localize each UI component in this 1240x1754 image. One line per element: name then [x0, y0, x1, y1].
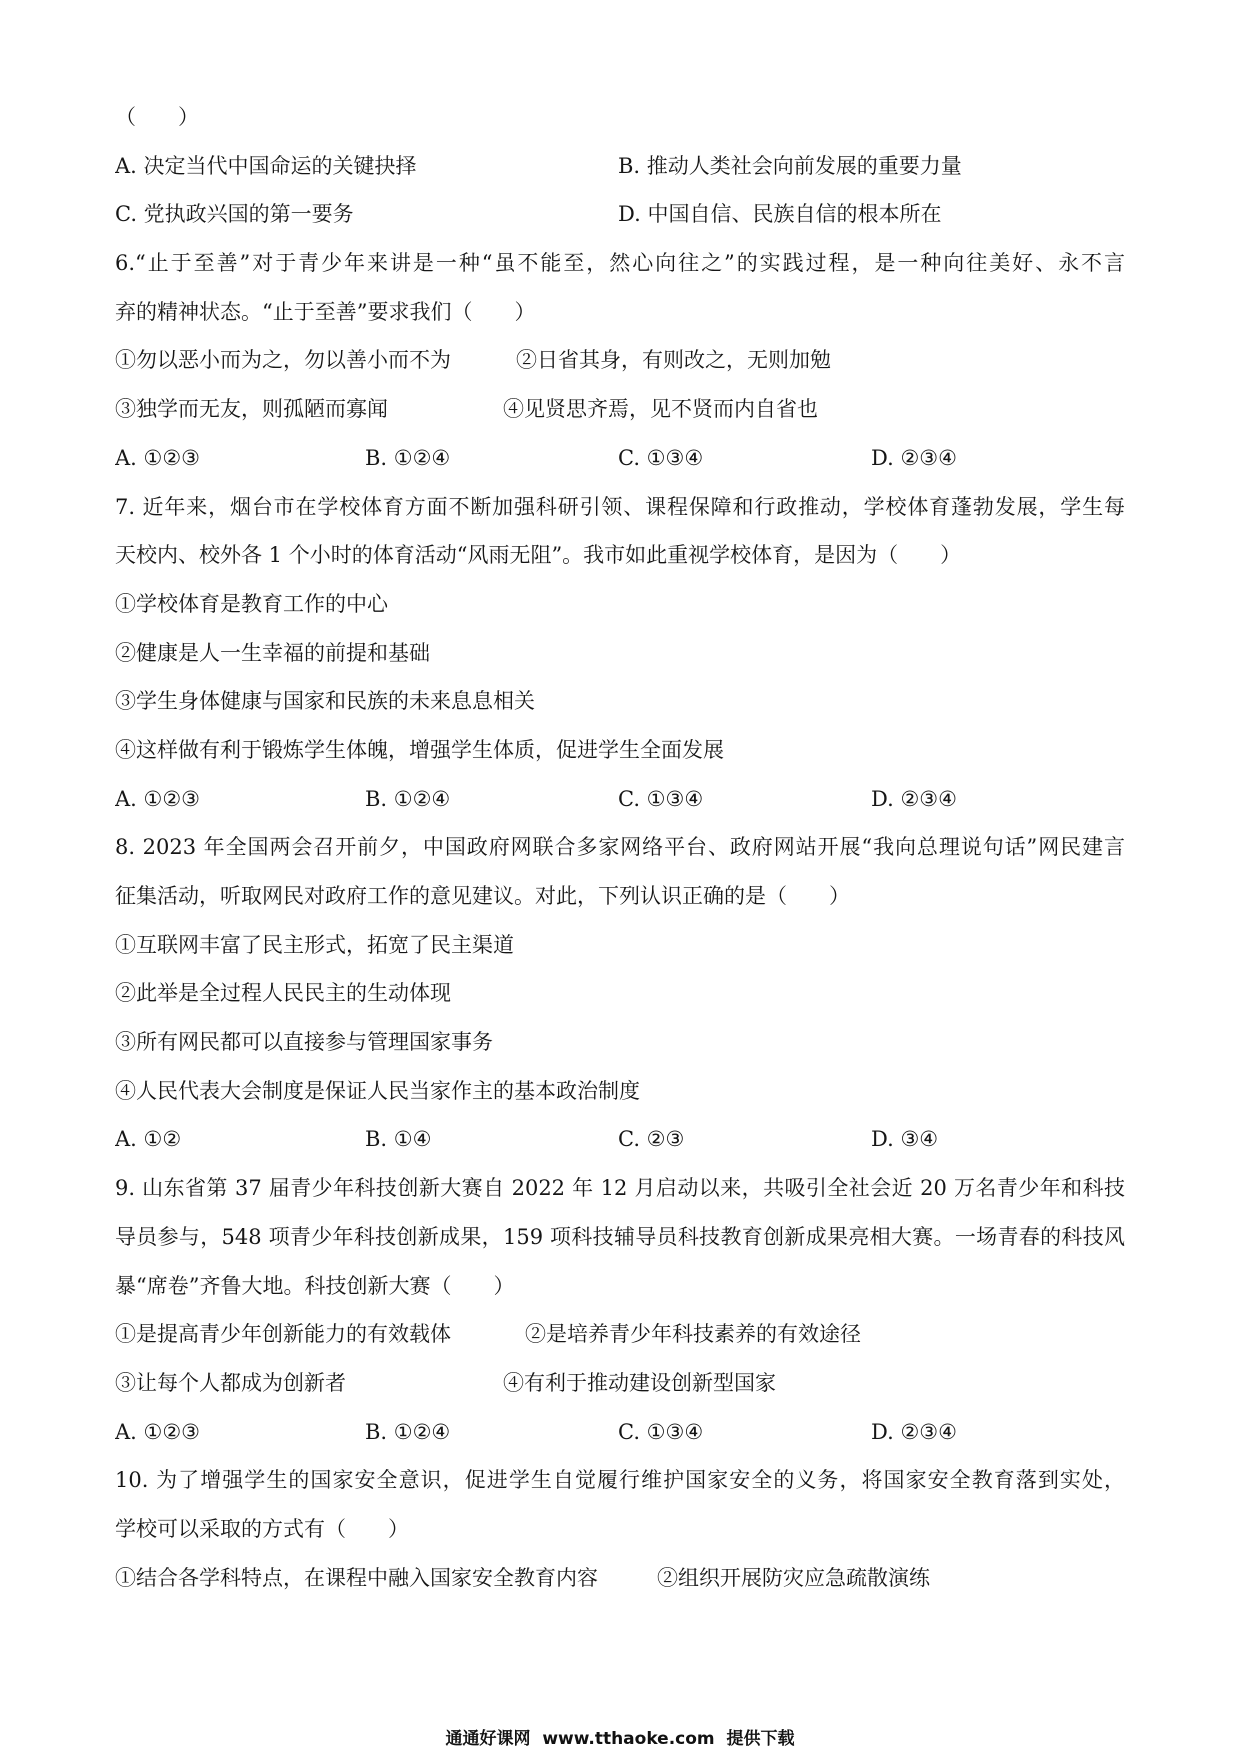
q6-stem-line-2: 弃的精神状态。“止于至善”要求我们（ ） — [115, 299, 536, 324]
q7-options — [115, 775, 1125, 824]
q9-stem-line-3: 暴“席卷”齐鲁大地。科技创新大赛（ ） — [115, 1273, 515, 1298]
q9-statement-4: ④有利于推动建设创新型国家 — [503, 1370, 776, 1395]
q6-option-d: D. ②③④ — [871, 445, 957, 470]
q9-stem-line-1: 9. 山东省第 37 届青少年科技创新大赛自 2022 年 12 月启动以来，共吸引全社会近 20 万名青少年和科技 — [115, 1176, 1125, 1201]
q9-statement-3: ③让每个人都成为创新者 — [115, 1370, 346, 1395]
page-footer-watermark: 通通好课网 www.tthaoke.com 提供下载 — [445, 1729, 795, 1749]
q9-option-b: B. ①②④ — [365, 1419, 451, 1444]
q8-statement-4: ④人民代表大会制度是保证人民当家作主的基本政治制度 — [115, 1078, 640, 1103]
q7-stem-line-2: 天校内、校外各 1 个小时的体育活动“风雨无阻”。我市如此重视学校体育，是因为（ ） — [115, 543, 962, 568]
q9-statements-row-1 — [115, 1310, 1125, 1359]
q7-option-c: C. ①③④ — [618, 786, 704, 811]
q9-option-d: D. ②③④ — [871, 1419, 957, 1444]
q8-statement-3: ③所有网民都可以直接参与管理国家事务 — [115, 1030, 493, 1055]
q10-statement-2: ②组织开展防灾应急疏散演练 — [657, 1565, 930, 1590]
q9-stem-line-2: 导员参与，548 项青少年科技创新成果，159 项科技辅导员科技教育创新成果亮相大赛。一场青春的科技风 — [115, 1224, 1125, 1249]
q7-option-b: B. ①②④ — [365, 786, 451, 811]
page-content — [115, 93, 1125, 1602]
q7-option-a: A. ①②③ — [115, 786, 200, 811]
q6-statement-2: ②日省其身，有则改之，无则加勉 — [516, 348, 831, 373]
q5-option-d: D. 中国自信、民族自信的根本所在 — [618, 202, 942, 227]
q5-option-a: A. 决定当代中国命运的关键抉择 — [115, 153, 417, 178]
q6-option-a: A. ①②③ — [115, 445, 200, 470]
q8-option-a: A. ①② — [115, 1127, 182, 1152]
q6-statement-1: ①勿以恶小而为之，勿以善小而不为 — [115, 348, 451, 373]
q8-stem-line-2: 征集活动，听取网民对政府工作的意见建议。对此，下列认识正确的是（ ） — [115, 884, 850, 908]
q7-statement-2: ②健康是人一生幸福的前提和基础 — [115, 640, 430, 665]
q7-statement-3: ③学生身体健康与国家和民族的未来息息相关 — [115, 689, 535, 714]
q9-statement-1: ①是提高青少年创新能力的有效载体 — [115, 1322, 451, 1347]
q9-statement-2: ②是培养青少年科技素养的有效途径 — [525, 1322, 861, 1347]
q6-statement-4: ④见贤思齐焉，见不贤而内自省也 — [503, 397, 818, 422]
q8-options — [115, 1115, 1125, 1164]
q5-option-c: C. 党执政兴国的第一要务 — [115, 202, 354, 227]
q6-statements-row-2 — [115, 385, 1125, 434]
q7-option-d: D. ②③④ — [871, 786, 957, 811]
q6-stem-line-1: 6.“止于至善”对于青少年来讲是一种“虽不能至，然心向往之”的实践过程，是一种向往美好、永不言 — [115, 251, 1125, 276]
q9-option-a: A. ①②③ — [115, 1419, 200, 1444]
q8-statement-1: ①互联网丰富了民主形式，拓宽了民主渠道 — [115, 932, 514, 957]
q10-stem-line-2: 学校可以采取的方式有（ ） — [115, 1516, 409, 1541]
q7-statement-1: ①学校体育是教育工作的中心 — [115, 591, 388, 616]
q9-option-c: C. ①③④ — [618, 1419, 704, 1444]
q8-option-d: D. ③④ — [871, 1127, 939, 1152]
q5-options-row-2 — [115, 190, 1125, 239]
q10-statement-1: ①结合各学科特点，在课程中融入国家安全教育内容 — [115, 1565, 598, 1590]
q5-option-b: B. 推动人类社会向前发展的重要力量 — [618, 153, 962, 178]
q7-statement-4: ④这样做有利于锻炼学生体魄，增强学生体质，促进学生全面发展 — [115, 737, 724, 762]
q5-options-row-1 — [115, 142, 1125, 191]
q9-statements-row-2 — [115, 1359, 1125, 1408]
q6-option-b: B. ①②④ — [365, 445, 451, 470]
q8-option-c: C. ②③ — [618, 1127, 685, 1152]
q8-stem-line-1: 8. 2023 年全国两会召开前夕，中国政府网联合多家网络平台、政府网站开展“我向总理说句话”网民建言 — [115, 835, 1125, 860]
q10-statements-row-1 — [115, 1554, 1125, 1603]
q10-stem-line-1: 10. 为了增强学生的国家安全意识，促进学生自觉履行维护国家安全的义务，将国家安全教育落到实处， — [115, 1468, 1125, 1493]
q7-stem-line-1: 7. 近年来，烟台市在学校体育方面不断加强科研引领、课程保障和行政推动，学校体育蓬勃发展，学生每 — [115, 494, 1125, 519]
q6-statement-3: ③独学而无友，则孤陋而寡闻 — [115, 397, 388, 422]
q5-answer-blank: （ ） — [115, 105, 199, 129]
q9-options — [115, 1408, 1125, 1457]
q6-option-c: C. ①③④ — [618, 445, 704, 470]
q8-statement-2: ②此举是全过程人民民主的生动体现 — [115, 981, 451, 1006]
q6-options — [115, 434, 1125, 483]
q6-statements-row-1 — [115, 336, 1125, 385]
q8-option-b: B. ①④ — [365, 1127, 432, 1152]
